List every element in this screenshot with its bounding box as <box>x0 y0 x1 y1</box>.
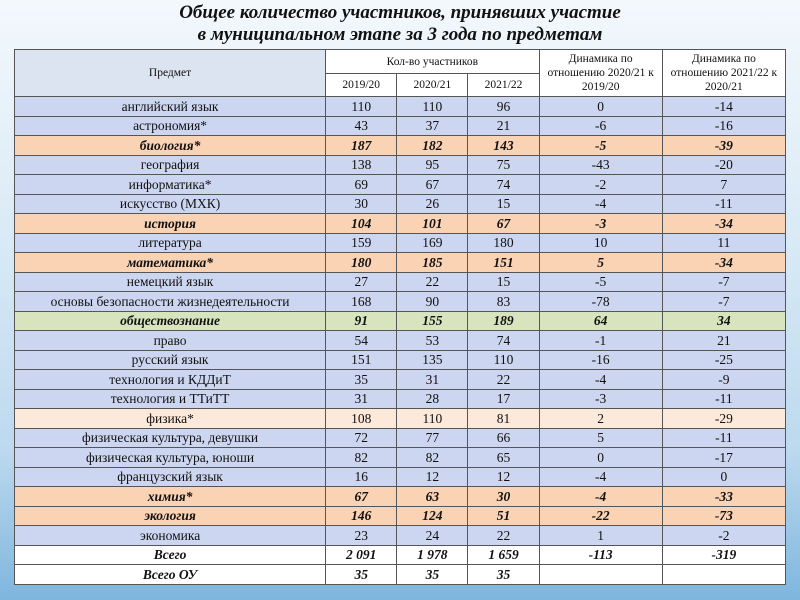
cell-2020-21: 31 <box>397 370 468 390</box>
cell-subject: физическая культура, девушки <box>15 428 326 448</box>
cell-2021-22: 75 <box>468 155 539 175</box>
cell-2019-20: 72 <box>326 428 397 448</box>
header-year-2020: 2020/21 <box>397 74 468 97</box>
table-row <box>15 448 786 468</box>
cell-dynamics-2: -39 <box>662 136 785 156</box>
cell-2020-21: 67 <box>397 175 468 195</box>
title-line-1: Общее количество участников, принявших участие <box>179 2 621 23</box>
cell-2020-21: 82 <box>397 448 468 468</box>
cell-dynamics-2: -2 <box>662 526 785 546</box>
cell-2021-22: 21 <box>468 116 539 136</box>
cell-dynamics-1: -4 <box>539 467 662 487</box>
table-row <box>15 116 786 136</box>
cell-2019-20: 2 091 <box>326 545 397 565</box>
cell-2020-21: 95 <box>397 155 468 175</box>
cell-2019-20: 69 <box>326 175 397 195</box>
cell-2020-21: 22 <box>397 272 468 292</box>
table-body <box>15 97 786 585</box>
cell-2019-20: 43 <box>326 116 397 136</box>
header-participants: Кол-во участников <box>326 50 539 74</box>
cell-2021-22: 143 <box>468 136 539 156</box>
cell-2019-20: 23 <box>326 526 397 546</box>
cell-dynamics-2: -7 <box>662 292 785 312</box>
header-dynamics-2: Динамика по отношению 2021/22 к 2020/21 <box>662 50 785 97</box>
cell-2020-21: 24 <box>397 526 468 546</box>
cell-dynamics-1: -22 <box>539 506 662 526</box>
cell-dynamics-2: -11 <box>662 389 785 409</box>
cell-subject: литература <box>15 233 326 253</box>
table-row <box>15 233 786 253</box>
table-row <box>15 565 786 585</box>
header-year-2021: 2021/22 <box>468 74 539 97</box>
cell-2019-20: 151 <box>326 350 397 370</box>
cell-2020-21: 101 <box>397 214 468 234</box>
cell-2019-20: 16 <box>326 467 397 487</box>
cell-dynamics-2: -11 <box>662 428 785 448</box>
cell-2021-22: 12 <box>468 467 539 487</box>
cell-2020-21: 182 <box>397 136 468 156</box>
cell-2021-22: 22 <box>468 370 539 390</box>
cell-dynamics-1: -5 <box>539 136 662 156</box>
cell-2020-21: 155 <box>397 311 468 331</box>
table-row <box>15 506 786 526</box>
cell-subject: технология и КДДиТ <box>15 370 326 390</box>
cell-2019-20: 146 <box>326 506 397 526</box>
cell-dynamics-1: -5 <box>539 272 662 292</box>
cell-subject: русский язык <box>15 350 326 370</box>
cell-2021-22: 189 <box>468 311 539 331</box>
cell-2021-22: 22 <box>468 526 539 546</box>
cell-dynamics-2: -11 <box>662 194 785 214</box>
cell-2020-21: 90 <box>397 292 468 312</box>
cell-2019-20: 30 <box>326 194 397 214</box>
cell-dynamics-1: -43 <box>539 155 662 175</box>
cell-2020-21: 37 <box>397 116 468 136</box>
cell-subject: Всего <box>15 545 326 565</box>
cell-subject: биология* <box>15 136 326 156</box>
cell-dynamics-1: 0 <box>539 97 662 117</box>
cell-2020-21: 26 <box>397 194 468 214</box>
cell-dynamics-1: -113 <box>539 545 662 565</box>
cell-2020-21: 169 <box>397 233 468 253</box>
cell-dynamics-2: 0 <box>662 467 785 487</box>
table-row <box>15 350 786 370</box>
cell-2021-22: 65 <box>468 448 539 468</box>
table-row <box>15 331 786 351</box>
cell-subject: физическая культура, юноши <box>15 448 326 468</box>
cell-2021-22: 51 <box>468 506 539 526</box>
cell-subject: география <box>15 155 326 175</box>
cell-dynamics-1: -3 <box>539 389 662 409</box>
cell-subject: право <box>15 331 326 351</box>
cell-dynamics-2: -34 <box>662 214 785 234</box>
cell-subject: обществознание <box>15 311 326 331</box>
cell-2019-20: 168 <box>326 292 397 312</box>
cell-2019-20: 138 <box>326 155 397 175</box>
cell-subject: информатика* <box>15 175 326 195</box>
cell-dynamics-2: 21 <box>662 331 785 351</box>
cell-2020-21: 28 <box>397 389 468 409</box>
cell-dynamics-1: -1 <box>539 331 662 351</box>
cell-2019-20: 27 <box>326 272 397 292</box>
cell-2020-21: 110 <box>397 409 468 429</box>
cell-2019-20: 54 <box>326 331 397 351</box>
cell-2019-20: 31 <box>326 389 397 409</box>
cell-dynamics-2: -319 <box>662 545 785 565</box>
table-row <box>15 292 786 312</box>
header-subject: Предмет <box>15 50 326 97</box>
cell-2019-20: 67 <box>326 487 397 507</box>
cell-dynamics-2: -17 <box>662 448 785 468</box>
cell-2019-20: 91 <box>326 311 397 331</box>
cell-dynamics-2: -29 <box>662 409 785 429</box>
cell-dynamics-1: -3 <box>539 214 662 234</box>
cell-dynamics-1: -4 <box>539 370 662 390</box>
table-row <box>15 97 786 117</box>
table-row <box>15 428 786 448</box>
cell-dynamics-1: 5 <box>539 253 662 273</box>
table-row <box>15 194 786 214</box>
cell-2019-20: 82 <box>326 448 397 468</box>
cell-2019-20: 104 <box>326 214 397 234</box>
cell-subject: физика* <box>15 409 326 429</box>
cell-dynamics-2: 11 <box>662 233 785 253</box>
table-row <box>15 526 786 546</box>
cell-2019-20: 35 <box>326 370 397 390</box>
title-line-2: в муниципальном этапе за 3 года по предметам <box>197 24 603 45</box>
cell-2020-21: 63 <box>397 487 468 507</box>
cell-subject: французский язык <box>15 467 326 487</box>
cell-dynamics-2: -33 <box>662 487 785 507</box>
cell-subject: математика* <box>15 253 326 273</box>
cell-subject: технология и ТТиТТ <box>15 389 326 409</box>
cell-dynamics-2: -16 <box>662 116 785 136</box>
table-row <box>15 370 786 390</box>
table-row <box>15 272 786 292</box>
cell-2019-20: 159 <box>326 233 397 253</box>
cell-2021-22: 74 <box>468 331 539 351</box>
table-row <box>15 409 786 429</box>
cell-2020-21: 185 <box>397 253 468 273</box>
table-row <box>15 487 786 507</box>
cell-2019-20: 187 <box>326 136 397 156</box>
cell-dynamics-1: 0 <box>539 448 662 468</box>
cell-2020-21: 53 <box>397 331 468 351</box>
participants-table <box>14 49 786 585</box>
cell-dynamics-1: 64 <box>539 311 662 331</box>
cell-2020-21: 12 <box>397 467 468 487</box>
cell-2021-22: 15 <box>468 272 539 292</box>
cell-subject: основы безопасности жизнедеятельности <box>15 292 326 312</box>
cell-dynamics-2: 34 <box>662 311 785 331</box>
cell-dynamics-2: -73 <box>662 506 785 526</box>
table-row <box>15 136 786 156</box>
cell-2020-21: 135 <box>397 350 468 370</box>
cell-dynamics-1: -2 <box>539 175 662 195</box>
cell-2020-21: 77 <box>397 428 468 448</box>
cell-dynamics-2: -20 <box>662 155 785 175</box>
cell-subject: история <box>15 214 326 234</box>
cell-dynamics-1: -4 <box>539 194 662 214</box>
cell-dynamics-2: -34 <box>662 253 785 273</box>
cell-dynamics-1: 5 <box>539 428 662 448</box>
cell-dynamics-2: -25 <box>662 350 785 370</box>
cell-dynamics-1: 1 <box>539 526 662 546</box>
table-row <box>15 214 786 234</box>
table-row <box>15 389 786 409</box>
cell-2021-22: 151 <box>468 253 539 273</box>
cell-subject: искусство (МХК) <box>15 194 326 214</box>
cell-dynamics-1: -4 <box>539 487 662 507</box>
cell-2020-21: 1 978 <box>397 545 468 565</box>
cell-dynamics-2: 7 <box>662 175 785 195</box>
table-row <box>15 311 786 331</box>
cell-2021-22: 83 <box>468 292 539 312</box>
cell-subject: Всего ОУ <box>15 565 326 585</box>
cell-subject: астрономия* <box>15 116 326 136</box>
cell-dynamics-1: -16 <box>539 350 662 370</box>
cell-2019-20: 35 <box>326 565 397 585</box>
cell-2019-20: 110 <box>326 97 397 117</box>
table-row <box>15 175 786 195</box>
cell-2021-22: 1 659 <box>468 545 539 565</box>
cell-dynamics-2: -7 <box>662 272 785 292</box>
cell-dynamics-1: 10 <box>539 233 662 253</box>
cell-2021-22: 110 <box>468 350 539 370</box>
cell-2021-22: 81 <box>468 409 539 429</box>
cell-2021-22: 30 <box>468 487 539 507</box>
cell-2019-20: 108 <box>326 409 397 429</box>
cell-dynamics-1 <box>539 565 662 585</box>
table-row <box>15 467 786 487</box>
cell-2020-21: 110 <box>397 97 468 117</box>
cell-2021-22: 35 <box>468 565 539 585</box>
cell-dynamics-1: -6 <box>539 116 662 136</box>
cell-dynamics-1: 2 <box>539 409 662 429</box>
cell-subject: английский язык <box>15 97 326 117</box>
header-year-2019: 2019/20 <box>326 74 397 97</box>
cell-2021-22: 67 <box>468 214 539 234</box>
cell-2019-20: 180 <box>326 253 397 273</box>
cell-2021-22: 96 <box>468 97 539 117</box>
cell-dynamics-1: -78 <box>539 292 662 312</box>
cell-dynamics-2: -14 <box>662 97 785 117</box>
cell-subject: химия* <box>15 487 326 507</box>
cell-2020-21: 35 <box>397 565 468 585</box>
header-dynamics-1: Динамика по отношению 2020/21 к 2019/20 <box>539 50 662 97</box>
cell-2020-21: 124 <box>397 506 468 526</box>
cell-subject: немецкий язык <box>15 272 326 292</box>
page-title <box>0 2 800 46</box>
cell-2021-22: 66 <box>468 428 539 448</box>
table-row <box>15 155 786 175</box>
cell-2021-22: 15 <box>468 194 539 214</box>
cell-2021-22: 180 <box>468 233 539 253</box>
cell-2021-22: 17 <box>468 389 539 409</box>
cell-dynamics-2: -9 <box>662 370 785 390</box>
cell-2021-22: 74 <box>468 175 539 195</box>
table-row <box>15 545 786 565</box>
cell-dynamics-2 <box>662 565 785 585</box>
table-row <box>15 253 786 273</box>
cell-subject: экология <box>15 506 326 526</box>
cell-subject: экономика <box>15 526 326 546</box>
